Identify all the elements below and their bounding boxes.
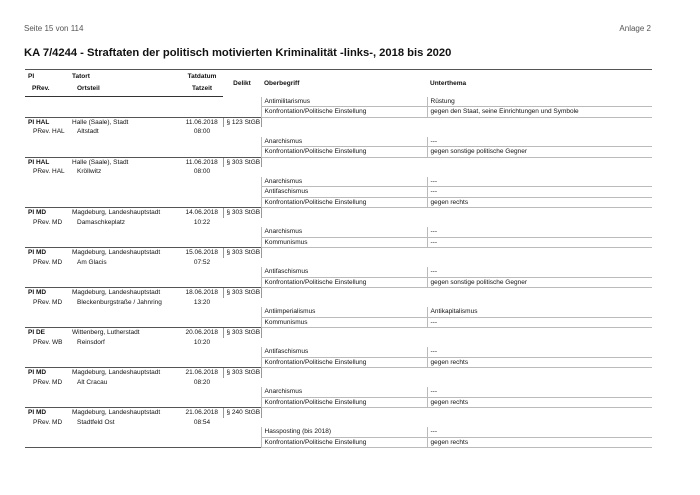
tatort-cell: Magdeburg, Landeshauptstadt [69, 368, 181, 378]
record-row [25, 117, 652, 127]
oberbegriff-cell: Anarchismus [261, 387, 427, 397]
tatort-cell: Magdeburg, Landeshauptstadt [69, 408, 181, 418]
pi-cell: PI MD [25, 368, 69, 378]
unterthema-cell: --- [427, 227, 652, 237]
record-row [25, 288, 652, 298]
topic-group-header [261, 288, 652, 298]
tatdatum-cell: 15.06.2018 [181, 248, 223, 258]
oberbegriff-cell: Hassposting (bis 2018) [261, 427, 427, 437]
tatzeit-cell: 08:00 [193, 168, 211, 175]
ortsteil-cell: Alt Cracau [77, 378, 108, 386]
topic-row [25, 347, 652, 357]
record-row [25, 368, 652, 378]
prev-cell: PRev. MD [33, 378, 63, 386]
document-title: KA 7/4244 - Straftaten der politisch motivierten Kriminalität -links-, 2018 bis 2020 [24, 47, 452, 59]
ortsteil-cell: Altstadt [77, 128, 99, 135]
oberbegriff-cell: Antifaschismus [261, 347, 427, 357]
tatdatum-cell: 21.06.2018 [181, 408, 223, 418]
tatort-cell: Halle (Saale), Stadt [69, 157, 181, 167]
prev-cell: PRev. WB [33, 338, 63, 346]
unterthema-cell: gegen sonstige politische Gegner [427, 147, 652, 158]
record-subrow [25, 167, 652, 177]
pi-cell: PI HAL [25, 117, 69, 127]
unterthema-cell: Antikapitalismus [427, 307, 652, 317]
record-subrow [25, 127, 652, 137]
topic-row [25, 277, 652, 288]
pi-cell: PI HAL [25, 157, 69, 167]
topic-group-header [261, 368, 652, 378]
unterthema-cell: gegen rechts [427, 197, 652, 208]
oberbegriff-cell: Antifaschismus [261, 187, 427, 198]
unterthema-cell: --- [427, 137, 652, 147]
col-ortsteil: Ortsteil [69, 83, 181, 97]
record-row [25, 157, 652, 167]
delikt-cell: § 303 StGB [223, 157, 261, 167]
topic-row [25, 357, 652, 368]
col-tatort: Tatort [72, 73, 90, 80]
topic-row [25, 267, 652, 277]
topic-row [25, 177, 652, 187]
unterthema-cell: --- [427, 387, 652, 397]
topic-row [25, 307, 652, 317]
col-prev: PRev. [25, 83, 69, 97]
oberbegriff-cell: Anarchismus [261, 177, 427, 187]
oberbegriff-cell: Konfrontation/Politische Einstellung [261, 437, 427, 448]
pi-cell: PI DE [25, 328, 69, 338]
tatort-cell: Magdeburg, Landeshauptstadt [69, 288, 181, 298]
col-pi: PI [28, 73, 35, 80]
unterthema-cell: Rüstung [427, 97, 652, 107]
oberbegriff-cell: Anarchismus [261, 137, 427, 147]
tatort-cell: Wittenberg, Lutherstadt [69, 328, 181, 338]
topic-group-header [261, 248, 652, 258]
tatdatum-cell: 21.06.2018 [181, 368, 223, 378]
unterthema-cell: --- [427, 317, 652, 328]
tatort-cell: Magdeburg, Landeshauptstadt [69, 208, 181, 218]
tatzeit-cell: 08:00 [193, 128, 211, 135]
annex-label: Anlage 2 [619, 24, 651, 33]
unterthema-cell: --- [427, 427, 652, 437]
unterthema-cell: gegen rechts [427, 437, 652, 448]
table-header [25, 70, 652, 97]
record-subrow [25, 378, 652, 388]
record-row [25, 328, 652, 338]
topic-row [25, 317, 652, 328]
tatdatum-cell: 11.06.2018 [181, 157, 223, 167]
tatdatum-cell: 18.06.2018 [181, 288, 223, 298]
tatdatum-cell: 14.06.2018 [181, 208, 223, 218]
prev-cell: PRev. MD [33, 298, 63, 306]
oberbegriff-cell: Antifaschismus [261, 267, 427, 277]
topic-row [25, 427, 652, 437]
oberbegriff-cell: Kommunismus [261, 237, 427, 248]
record-subrow [25, 338, 652, 348]
delikt-cell: § 303 StGB [223, 288, 261, 298]
unterthema-cell: --- [427, 237, 652, 248]
unterthema-cell: gegen den Staat, seine Einrichtungen und Symbole [427, 107, 652, 118]
oberbegriff-cell: Konfrontation/Politische Einstellung [261, 107, 427, 118]
oberbegriff-cell: Konfrontation/Politische Einstellung [261, 147, 427, 158]
ortsteil-cell: Stadtfeld Ost [77, 418, 115, 426]
oberbegriff-cell: Kommunismus [261, 317, 427, 328]
record-subrow [25, 298, 652, 308]
unterthema-cell: gegen sonstige politische Gegner [427, 277, 652, 288]
oberbegriff-cell: Konfrontation/Politische Einstellung [261, 277, 427, 288]
col-delikt: Delikt [233, 79, 251, 87]
pi-cell: PI MD [25, 288, 69, 298]
delikt-cell: § 303 StGB [223, 328, 261, 338]
tatzeit-cell: 13:20 [193, 298, 211, 306]
oberbegriff-cell: Konfrontation/Politische Einstellung [261, 197, 427, 208]
delikt-cell: § 240 StGB [223, 408, 261, 418]
tatzeit-cell: 07:52 [193, 258, 211, 266]
record-subrow [25, 258, 652, 268]
prev-cell: PRev. MD [33, 218, 63, 226]
topic-row [25, 197, 652, 208]
pi-cell: PI MD [25, 248, 69, 258]
topic-row [25, 147, 652, 158]
tatzeit-cell: 10:20 [193, 338, 211, 346]
col-tatzeit: Tatzeit [181, 83, 223, 97]
topic-row [25, 227, 652, 237]
tatzeit-cell: 08:20 [193, 378, 211, 386]
tatort-cell: Magdeburg, Landeshauptstadt [69, 248, 181, 258]
tatort-cell: Halle (Saale), Stadt [69, 117, 181, 127]
ortsteil-cell: Kröllwitz [77, 168, 102, 175]
delikt-cell: § 303 StGB [223, 248, 261, 258]
topic-row [25, 137, 652, 147]
unterthema-cell: --- [427, 267, 652, 277]
unterthema-cell: gegen rechts [427, 397, 652, 408]
unterthema-cell: --- [427, 177, 652, 187]
table-row [25, 107, 652, 118]
record-subrow [25, 218, 652, 228]
delikt-cell: § 303 StGB [223, 208, 261, 218]
prev-cell: PRev. MD [33, 418, 63, 426]
ortsteil-cell: Reinsdorf [77, 338, 105, 346]
oberbegriff-cell: Anarchismus [261, 227, 427, 237]
crime-table [25, 69, 652, 448]
col-oberbegriff: Oberbegriff [264, 79, 300, 87]
oberbegriff-cell: Konfrontation/Politische Einstellung [261, 397, 427, 408]
delikt-cell: § 123 StGB [223, 117, 261, 127]
topic-group-header [261, 408, 652, 418]
table-row [25, 97, 652, 107]
topic-row [25, 187, 652, 198]
record-row [25, 248, 652, 258]
tatdatum-cell: 20.06.2018 [181, 328, 223, 338]
record-row [25, 408, 652, 418]
oberbegriff-cell: Konfrontation/Politische Einstellung [261, 357, 427, 368]
tatdatum-cell: 11.06.2018 [181, 117, 223, 127]
col-tatdatum: Tatdatum [187, 73, 217, 80]
topic-group-header [261, 157, 652, 167]
ortsteil-cell: Damaschkeplatz [77, 218, 126, 226]
ortsteil-cell: Am Glacis [77, 258, 107, 266]
topic-group-header [261, 328, 652, 338]
page-number: Seite 15 von 114 [24, 24, 84, 33]
record-subrow [25, 418, 652, 428]
topic-group-header [261, 208, 652, 218]
tatzeit-cell: 10:22 [193, 218, 211, 226]
delikt-cell: § 303 StGB [223, 368, 261, 378]
unterthema-cell: --- [427, 187, 652, 198]
unterthema-cell: --- [427, 347, 652, 357]
topic-group-header [261, 117, 652, 127]
tatzeit-cell: 08:54 [193, 418, 211, 426]
prev-cell: PRev. MD [33, 258, 63, 266]
pi-cell: PI MD [25, 408, 69, 418]
topic-row [25, 387, 652, 397]
ortsteil-cell: Bleckenburgstraße / Jahnring [77, 298, 162, 306]
oberbegriff-cell: Antimilitarismus [261, 97, 427, 107]
pi-cell: PI MD [25, 208, 69, 218]
oberbegriff-cell: Antiimperialismus [261, 307, 427, 317]
topic-row [25, 237, 652, 248]
col-unterthema: Unterthema [430, 79, 467, 87]
topic-row [25, 437, 652, 448]
prev-cell: PRev. HAL [33, 128, 65, 135]
table-body [25, 97, 652, 448]
unterthema-cell: gegen rechts [427, 357, 652, 368]
prev-cell: PRev. HAL [33, 168, 65, 175]
topic-row [25, 397, 652, 408]
record-row [25, 208, 652, 218]
